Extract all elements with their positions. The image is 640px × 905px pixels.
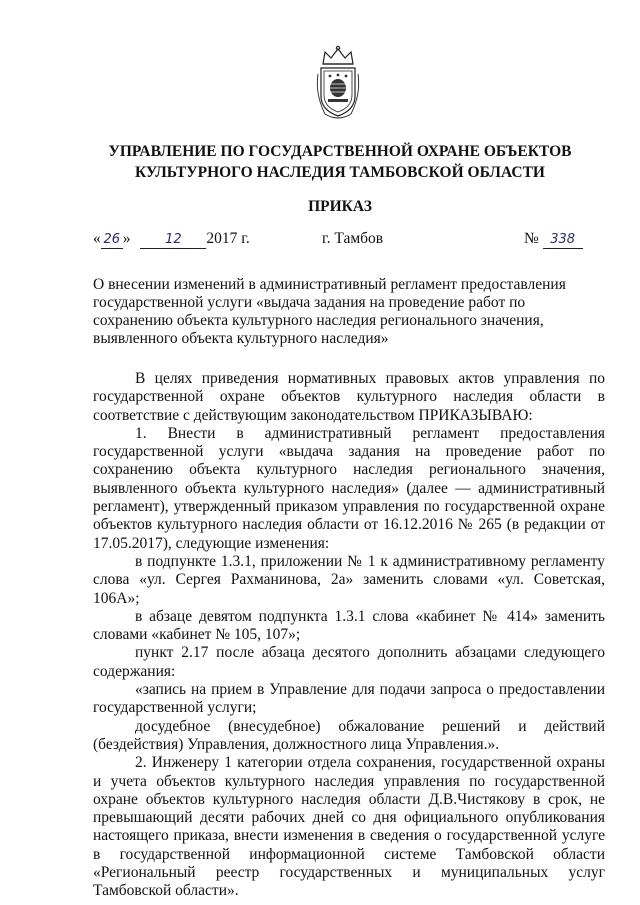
agency-name-line-1: УПРАВЛЕНИЕ ПО ГОСУДАРСТВЕННОЙ ОХРАНЕ ОБЪЕКТОВ — [108, 143, 572, 160]
date-open-quote: « — [93, 230, 101, 247]
agency-name-line-2: КУЛЬТУРНОГО НАСЛЕДИЯ ТАМБОВСКОЙ ОБЛАСТИ — [135, 164, 545, 181]
date-close-quote: » — [122, 230, 131, 247]
body-item-1-c-1: «запись на прием в Управление для подачи запроса о предоставлении государственной услуги; — [93, 681, 605, 717]
agency-name — [80, 141, 600, 183]
order-city: г. Тамбов — [322, 230, 384, 247]
body-item-1-a: в подпункте 1.3.1, приложении № 1 к административному регламенту слова «ул. Сергея Рахманинова, 2а» заменить словами «ул. Советская, 106А»; — [93, 552, 605, 607]
date-year: 2017 г. — [206, 230, 250, 247]
order-number-value: 338 — [543, 232, 583, 249]
body-item-1: 1. Внести в административный регламент предоставления государственной услуги «выдача задания на проведение работ по сохранению объекта культурного наследия регионального значения, выявленного объекта культурного наследия» (далее — административный регламент), утвержденный приказом управления по государственной охране объектов культурного наследия области от 16.12.2016 № 265 (в редакции от 17.05.2017), следующие изменения: — [93, 424, 605, 552]
date-day: 26 — [101, 232, 123, 249]
order-number — [524, 230, 583, 249]
order-date — [93, 230, 250, 249]
body-item-1-b: в абзаце девятом подпункта 1.3.1 слова «кабинет № 414» заменить словами «кабинет № 105, 107»; — [93, 607, 605, 644]
body-intro: В целях приведения нормативных правовых актов управления по государственной охране объектов культурного наследия области в соответствие с действующим законодательством ПРИКАЗЫВАЮ: — [93, 370, 605, 424]
body-item-1-c-2: досудебное (внесудебное) обжалование решений и действий (бездействия) Управления, должностного лица Управления.». — [93, 717, 605, 753]
order-body — [93, 370, 605, 901]
order-subject: О внесении изменений в административный регламент предоставления государственной услуги «выдача задания на проведение работ по сохранению объекта культурного наследия регионального значения, выявленного объекта культурного наследия» — [93, 276, 566, 347]
coat-of-arms-emblem — [313, 44, 363, 122]
document-type-title: ПРИКАЗ — [308, 198, 372, 215]
date-month: 12 — [140, 232, 206, 249]
body-item-2: 2. Инженеру 1 категории отдела сохранения, государственной охраны и учета объектов культурного наследия управления по государственной охране объектов культурного наследия области Д.В.Чистякову в срок, не превышающий десяти рабочих дней со дня официального опубликования настоящего приказа, внести изменения в сведения о государственной услуге в государственной информационной системе Тамбовской области «Региональный реестр государственных и муниципальных услуг Тамбовской области». — [93, 754, 605, 900]
body-item-1-c: пункт 2.17 после абзаца десятого дополнить абзацами следующего содержания: — [93, 644, 605, 680]
order-number-label: № — [524, 230, 539, 247]
